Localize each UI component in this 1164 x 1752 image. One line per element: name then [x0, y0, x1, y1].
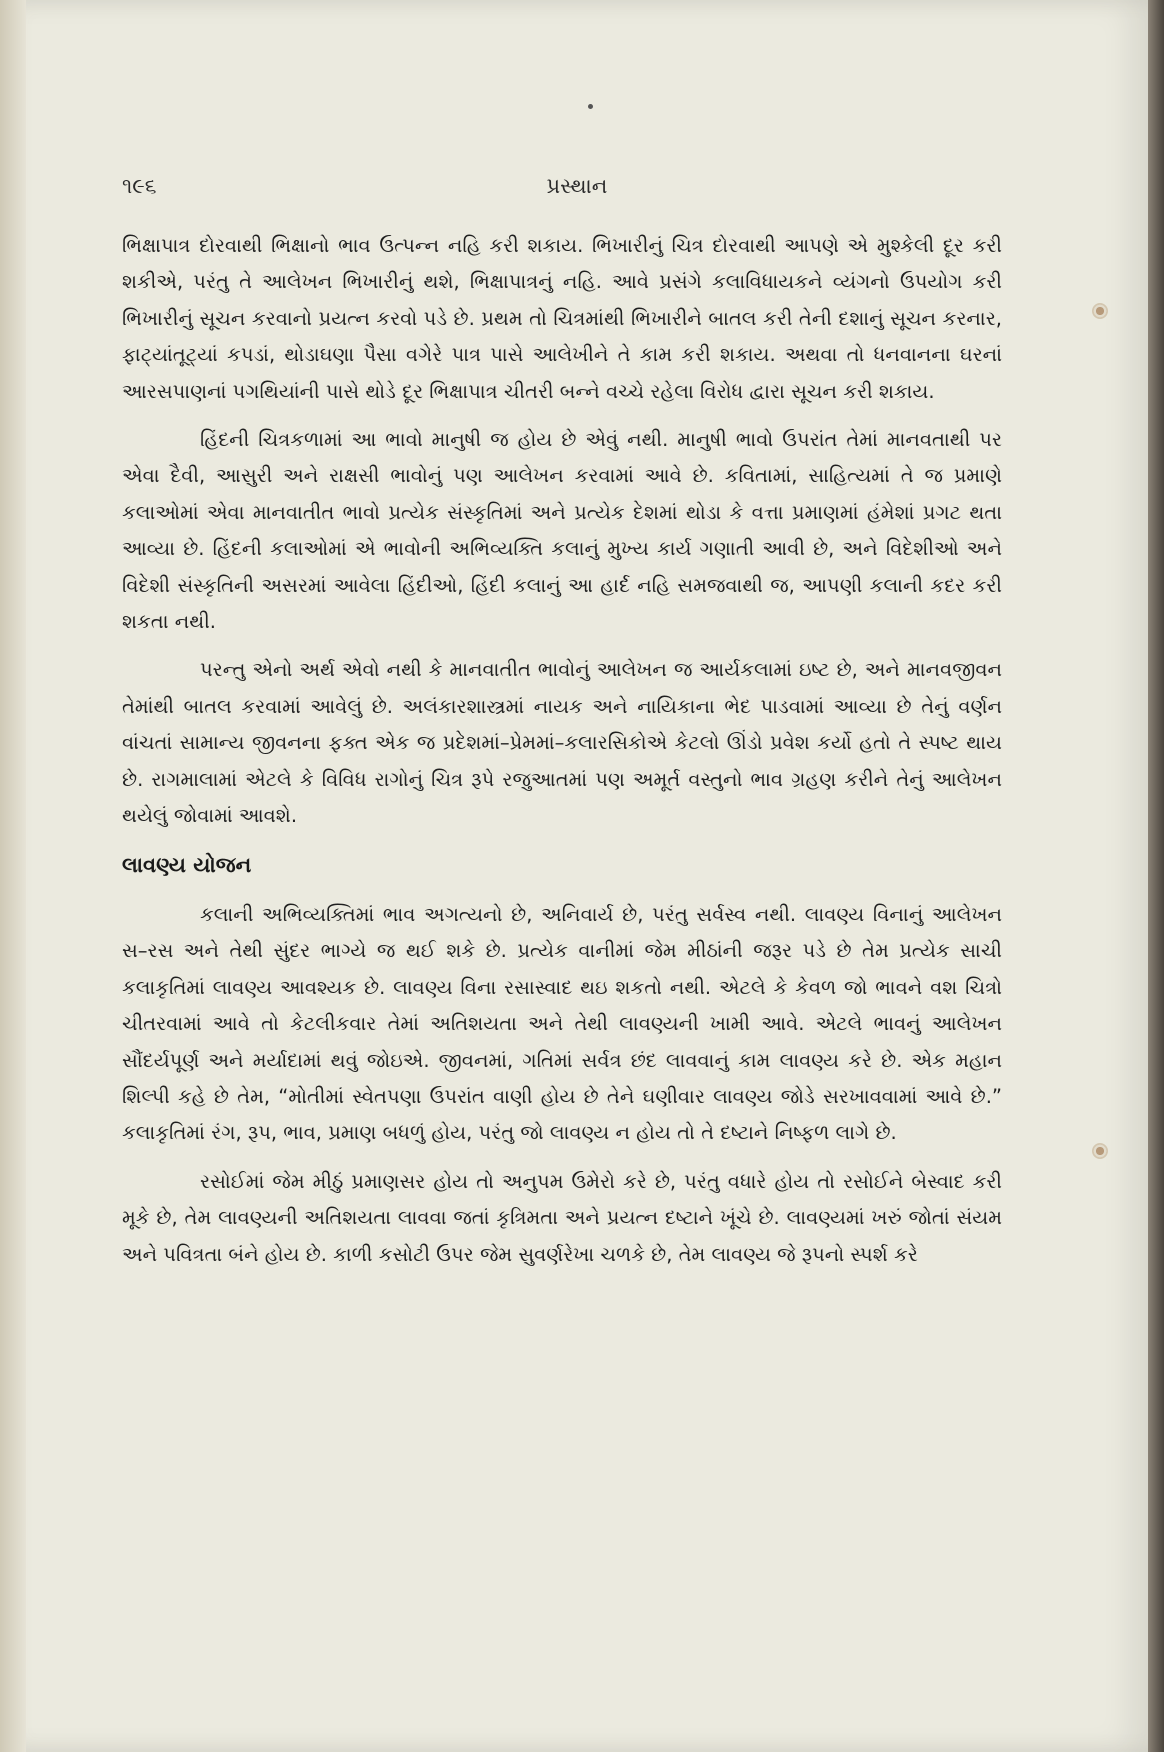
page-edge-shadow: [1148, 0, 1164, 1752]
paragraph: હિંદની ચિત્રકળામાં આ ભાવો માનુષી જ હોય છે એવું નથી. માનુષી ભાવો ઉપરાંત તેમાં માનવતાથી પર એવા દૈવી, આસુરી અને રાક્ષસી ભાવોનું પણ આલેખન કરવામાં આવે છે. કવિતામાં, સાહિત્યમાં તે જ પ્રમાણે કલાઓમાં એવા માનવાતીત ભાવો પ્રત્યેક સંસ્કૃતિમાં અને પ્રત્યેક દેશમાં થોડા કે વત્તા પ્રમાણમાં હંમેશાં પ્રગટ થતા આવ્યા છે. હિંદની કલાઓમાં એ ભાવોની અભિવ્યક્તિ કલાનું મુખ્ય કાર્ય ગણાતી આવી છે, અને વિદેશીઓ અને વિદેશી સંસ્કૃતિની અસરમાં આવેલા હિંદીઓ, હિંદી કલાનું આ હાર્દ નહિ સમજવાથી જ, આપણી કલાની કદર કરી શકતા નથી.: [122, 428, 1002, 634]
paragraph: ભિક્ષાપાત્ર દોરવાથી ભિક્ષાનો ભાવ ઉત્પન્ન નહિ કરી શકાય. ભિખારીનું ચિત્ર દોરવાથી આપણે એ મુશ્કેલી દૂર કરી શકીએ, પરંતુ તે આલેખન ભિખારીનું થશે, ભિક્ષાપાત્રનું નહિ. આવે પ્રસંગે કલાવિધાયકને વ્યંગનો ઉપયોગ કરી ભિખારીનું સૂચન કરવાનો પ્રયત્ન કરવો પડે છે. પ્રથમ તો ચિત્રમાંથી ભિખારીને બાતલ કરી તેની દશાનું સૂચન કરનાર, ફાટ્યાંતૂટ્યાં કપડાં, થોડાઘણા પૈસા વગેરે પાત્ર પાસે આલેખીને તે કામ કરી શકાય. અથવા તો ધનવાનના ઘરનાં આરસપાણનાં પગથિયાંની પાસે થોડે દૂર ભિક્ષાપાત્ર ચીતરી બન્ને વચ્ચે રહેલા વિરોધ દ્વારા સૂચન કરી શકાય.: [122, 234, 1002, 403]
page-body: [122, 228, 1002, 1285]
ink-speck: [588, 104, 593, 109]
section-heading: લાવણ્ય યોજન: [122, 852, 252, 877]
paragraph: પરન્તુ એનો અર્થ એવો નથી કે માનવાતીત ભાવોનું આલેખન જ આર્યકલામાં ઇષ્ટ છે, અને માનવજીવન તેમાંથી બાતલ કરવામાં આવેલું છે. અલંકારશાસ્ત્રમાં નાયક અને નાયિકાના ભેદ પાડવામાં આવ્યા છે તેનું વર્ણન વાંચતાં સામાન્ય જીવનના ફક્ત એક જ પ્રદેશમાં–પ્રેમમાં–કલારસિકોએ કેટલો ઊંડો પ્રવેશ કર્યો હતો તે સ્પષ્ટ થાય છે. રાગમાલામાં એટલે કે વિવિધ રાગોનું ચિત્ર રૂપે રજુઆતમાં પણ અમૂર્ત વસ્તુનો ભાવ ગ્રહણ કરીને તેનું આલેખન થયેલું જોવામાં આવશે.: [122, 658, 1002, 828]
paragraph: કલાની અભિવ્યક્તિમાં ભાવ અગત્યનો છે, અનિવાર્ય છે, પરંતુ સર્વસ્વ નથી. લાવણ્ય વિનાનું આલેખન સ–રસ અને તેથી સુંદર ભાગ્યે જ થઈ શકે છે. પ્રત્યેક વાનીમાં જેમ મીઠાંની જરૂર પડે છે તેમ પ્રત્યેક સાચી કલાકૃતિમાં લાવણ્ય આવશ્યક છે. લાવણ્ય વિના રસાસ્વાદ થઇ શકતો નથી. એટલે કે કેવળ જો ભાવને વશ ચિત્રો ચીતરવામાં આવે તો કેટલીકવાર તેમાં અતિશયતા અને તેથી લાવણ્યની ખામી આવે. એટલે ભાવનું આલેખન સૌંદર્યપૂર્ણ અને મર્યાદામાં થવું જોઇએ. જીવનમાં, ગતિમાં સર્વત્ર છંદ લાવવાનું કામ લાવણ્ય કરે છે. એક મહાન શિલ્પી કહે છે તેમ, “મોતીમાં સ્વેતપણા ઉપરાંત વાણી હોય છે તેને ઘણીવાર લાવણ્ય જોડે સરખાવવામાં આવે છે.” કલાકૃતિમાં રંગ, રૂપ, ભાવ, પ્રમાણ બધળું હોય, પરંતુ જો લાવણ્ય ન હોય તો તે દષ્ટાને નિષ્ફળ લાગે છે.: [122, 902, 1002, 1145]
running-title: પ્રસ્થાન: [546, 174, 608, 198]
page-number: ૧૯૬: [122, 174, 157, 198]
binding-hole: [1092, 1143, 1108, 1159]
binding-hole: [1092, 303, 1108, 319]
paragraph: રસોઈમાં જેમ મીઠું પ્રમાણસર હોય તો અનુપમ ઉમેરો કરે છે, પરંતુ વધારે હોય તો રસોઈને બેસ્વાદ કરી મૂકે છે, તેમ લાવણ્યની અતિશયતા લાવવા જતાં કૃત્રિમતા અને પ્રયત્ન દષ્ટાને ખૂંચે છે. લાવણ્યમાં ખરું જોતાં સંયમ અને પવિત્રતા બંને હોય છે. કાળી કસોટી ઉપર જેમ સુવર્ણરેખા ચળકે છે, તેમ લાવણ્ય જે રૂપનો સ્પર્શ કરે: [122, 1169, 1002, 1266]
page-header: [122, 168, 1032, 208]
binding-edge: [0, 0, 26, 1752]
